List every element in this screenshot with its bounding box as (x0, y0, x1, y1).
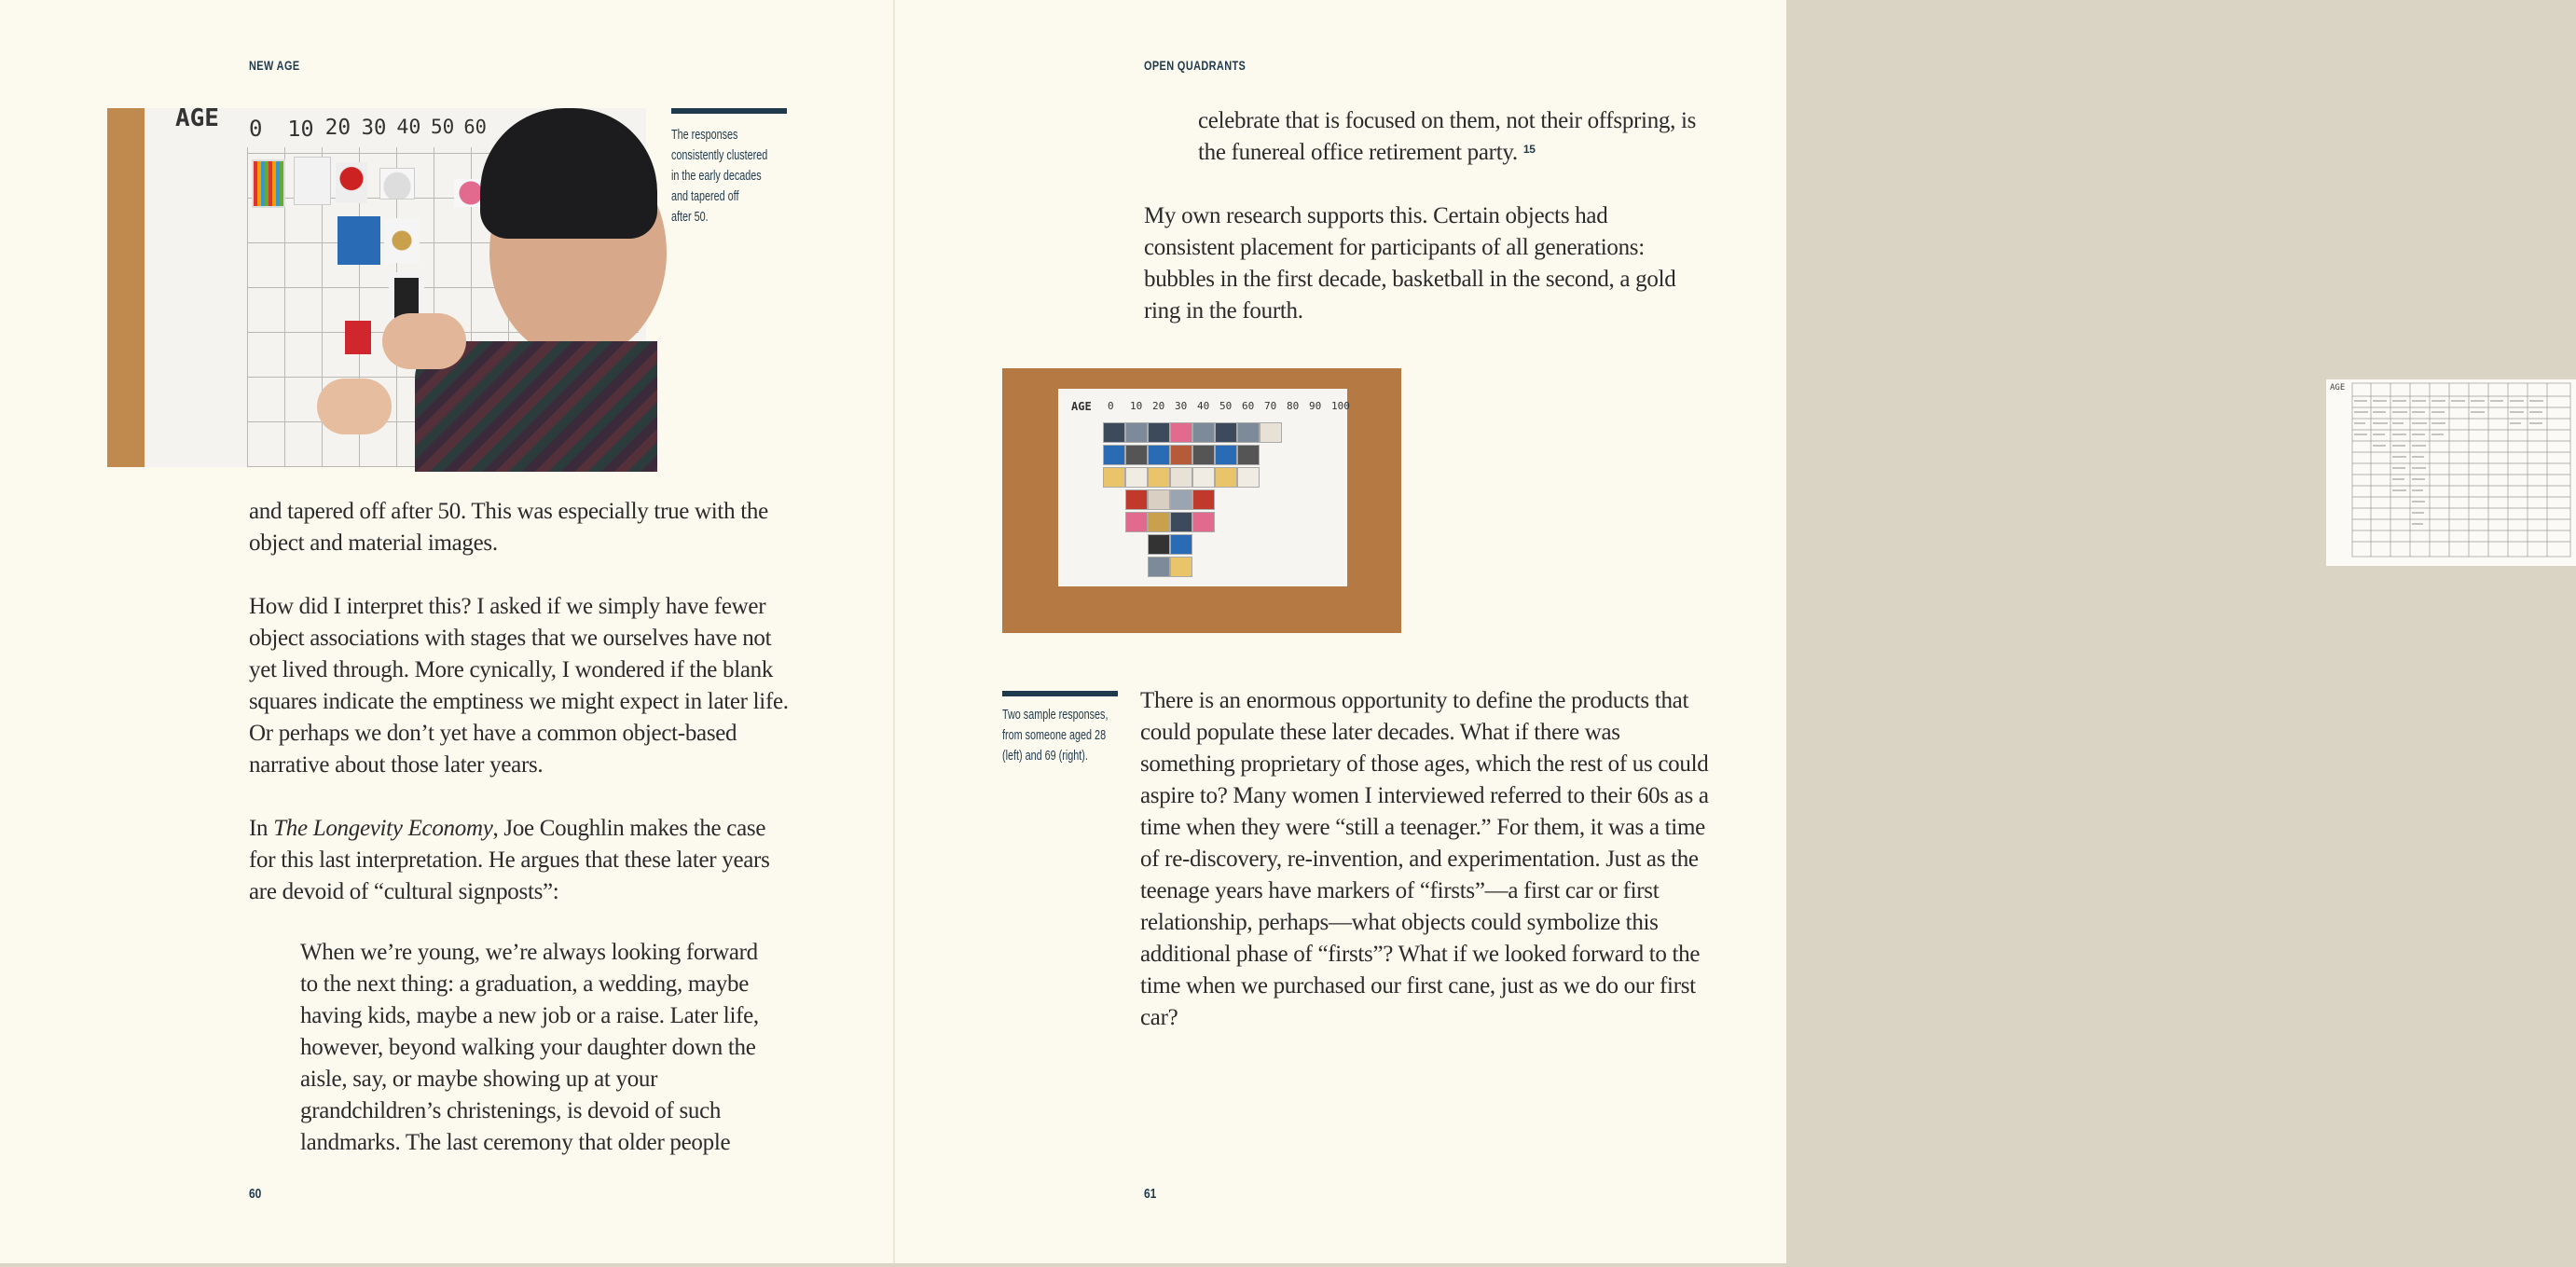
image-tile (1148, 557, 1170, 577)
age-tick-label: 0 (1108, 400, 1114, 412)
image-tile (1170, 489, 1192, 510)
image-tile (1125, 512, 1148, 532)
caption-line: Two sample responses, (1002, 707, 1109, 723)
age-tick-label: 10 (287, 116, 314, 142)
body-text-left (249, 496, 790, 940)
age-tick-label: 10 (1130, 400, 1143, 412)
image-tile (1148, 534, 1170, 555)
image-tile (1170, 445, 1192, 465)
image-tile (1148, 467, 1170, 488)
card-blue-square (337, 216, 380, 265)
scan-grid (2326, 379, 2576, 566)
left-page (0, 0, 893, 1263)
photo-caption-left (671, 125, 767, 227)
image-tile (1215, 422, 1237, 443)
image-tile (1192, 489, 1215, 510)
caption-line: The responses (671, 127, 738, 143)
body-text-right-1 (1144, 200, 1703, 359)
right-page (895, 0, 2346, 1263)
image-tile (1125, 489, 1148, 510)
card-car (379, 168, 415, 200)
photo-caption-right (1002, 705, 1108, 766)
caption-line: from someone aged 28 (1002, 727, 1107, 743)
age-tick-label: 30 (361, 116, 387, 140)
image-tile (1103, 467, 1125, 488)
card-mixer (336, 162, 367, 203)
page-number-right: 61 (1144, 1186, 1157, 1202)
image-tile (1170, 512, 1192, 532)
age-tick-label: 60 (1242, 400, 1255, 412)
photo-sample-response-28 (1002, 368, 1401, 633)
card-ring (384, 218, 420, 263)
image-tile (1215, 467, 1237, 488)
image-tile (1215, 445, 1237, 465)
image-tile (1148, 422, 1170, 443)
age-grid-sheet (1058, 389, 1347, 586)
age-tick-label: 60 (463, 116, 487, 138)
book-title: The Longevity Economy (273, 816, 493, 841)
image-tile (1103, 445, 1125, 465)
age-tick-label: 0 (249, 116, 263, 142)
caption-line: consistently clustered (671, 147, 768, 163)
age-tick-label: 90 (1309, 400, 1322, 412)
paragraph: There is an enormous opportunity to define the products that could populate these later decades. What if there was something proprietary of those ages, which the rest of us could aspire to? Many women I interviewed referred to their 60s as a time when they were “still a teenager.” For them, it was a time of re-discovery, re-invention, and experimentation. Just as the teenage years have markers of “firsts”—a first car or first relationship, perhaps—what objects could symbolize this additional phase of “firsts”? What if we looked forward to the time when we purchased our first cane, just as we do our first car? (1140, 688, 1709, 1030)
paragraph: and tapered off after 50. This was especially true with the object and material images. (249, 499, 768, 556)
caption-rule (1002, 691, 1118, 696)
axis-label-age: AGE (175, 104, 219, 132)
age-tick-label: 30 (1175, 400, 1188, 412)
page-number-left: 60 (249, 1186, 262, 1202)
caption-line: after 50. (671, 209, 709, 225)
axis-label-age: AGE (1071, 400, 1092, 413)
image-tile (1192, 422, 1215, 443)
person-hand-lower (317, 379, 392, 434)
paragraph: My own research supports this. Certain objects had consistent placement for participants of all generations: bubbles in the first decade, basketball in the second, a gold ring in the fourth. (1144, 203, 1676, 324)
age-tick-label: 20 (1152, 400, 1165, 412)
scan-label-age: AGE (2330, 383, 2346, 392)
age-tick-label: 70 (1264, 400, 1277, 412)
image-tile (1237, 445, 1260, 465)
body-text-right-2 (1140, 685, 1709, 1066)
age-tick-label: 50 (431, 116, 455, 138)
image-tile (1148, 445, 1170, 465)
image-tile (1237, 467, 1260, 488)
image-tile (1103, 422, 1125, 443)
age-tick-label: 20 (324, 116, 351, 140)
block-quote-continued (1198, 105, 1720, 169)
photo-person-placing-cards (107, 104, 646, 467)
age-tick-label: 40 (1197, 400, 1210, 412)
card-red (345, 321, 371, 354)
quote-text: celebrate that is focused on them, not their offspring, is the funereal office retirement party. (1198, 108, 1697, 165)
age-tick-label: 80 (1287, 400, 1300, 412)
running-header-right: OPEN QUADRANTS (1144, 58, 1247, 73)
paragraph (249, 813, 790, 908)
card-crutches (294, 157, 331, 205)
paragraph-text: In (249, 816, 274, 841)
image-tile (1170, 557, 1192, 577)
caption-line: in the early decades (671, 168, 762, 184)
image-tile (1237, 422, 1260, 443)
caption-rule (671, 108, 787, 114)
image-tile (1125, 445, 1148, 465)
grid-line-vertical (247, 147, 248, 467)
caption-line: (left) and 69 (right). (1002, 748, 1088, 764)
image-tile (1260, 422, 1282, 443)
image-tile (1170, 467, 1192, 488)
age-tick-label: 50 (1219, 400, 1233, 412)
caption-line: and tapered off (671, 188, 739, 204)
block-quote: When we’re young, we’re always looking forward to the next thing: a graduation, a wedding, maybe having kids, maybe a new job or a raise. Later life, however, beyond walking your daughter down the aisle, say, or maybe showing up at your grandchildren’s christenings, is devoid of such landmarks. The last ceremony that older people (300, 940, 759, 1155)
cork-strip (107, 108, 145, 467)
image-tile (1125, 467, 1148, 488)
image-tile (1148, 512, 1170, 532)
paragraph-text: , Joe Coughlin makes the case for this last interpretation. He argues that these later years are devoid of “cultural signposts”: (249, 816, 770, 904)
person-hand-upper (382, 313, 466, 369)
image-tile (1170, 422, 1192, 443)
image-tile (1125, 422, 1148, 443)
scan-sample-response-69 (2326, 379, 2576, 566)
image-tile (1192, 467, 1215, 488)
age-tick-label: 40 (396, 116, 421, 139)
image-tile (1148, 489, 1170, 510)
image-tile (1192, 512, 1215, 532)
running-header-left: NEW AGE (249, 58, 300, 73)
card-pencils (252, 159, 285, 208)
image-tile (1192, 445, 1215, 465)
paragraph: How did I interpret this? I asked if we simply have fewer object associations with stages that we ourselves have not yet lived through. More cynically, I wondered if the blank squares indicate the emptiness we might expect in later life. Or perhaps we don’t yet have a common object-based narrative about those later years. (249, 594, 789, 778)
footnote-marker: 15 (1522, 143, 1536, 156)
age-tick-label: 100 (1331, 400, 1350, 412)
image-tile (1170, 534, 1192, 555)
